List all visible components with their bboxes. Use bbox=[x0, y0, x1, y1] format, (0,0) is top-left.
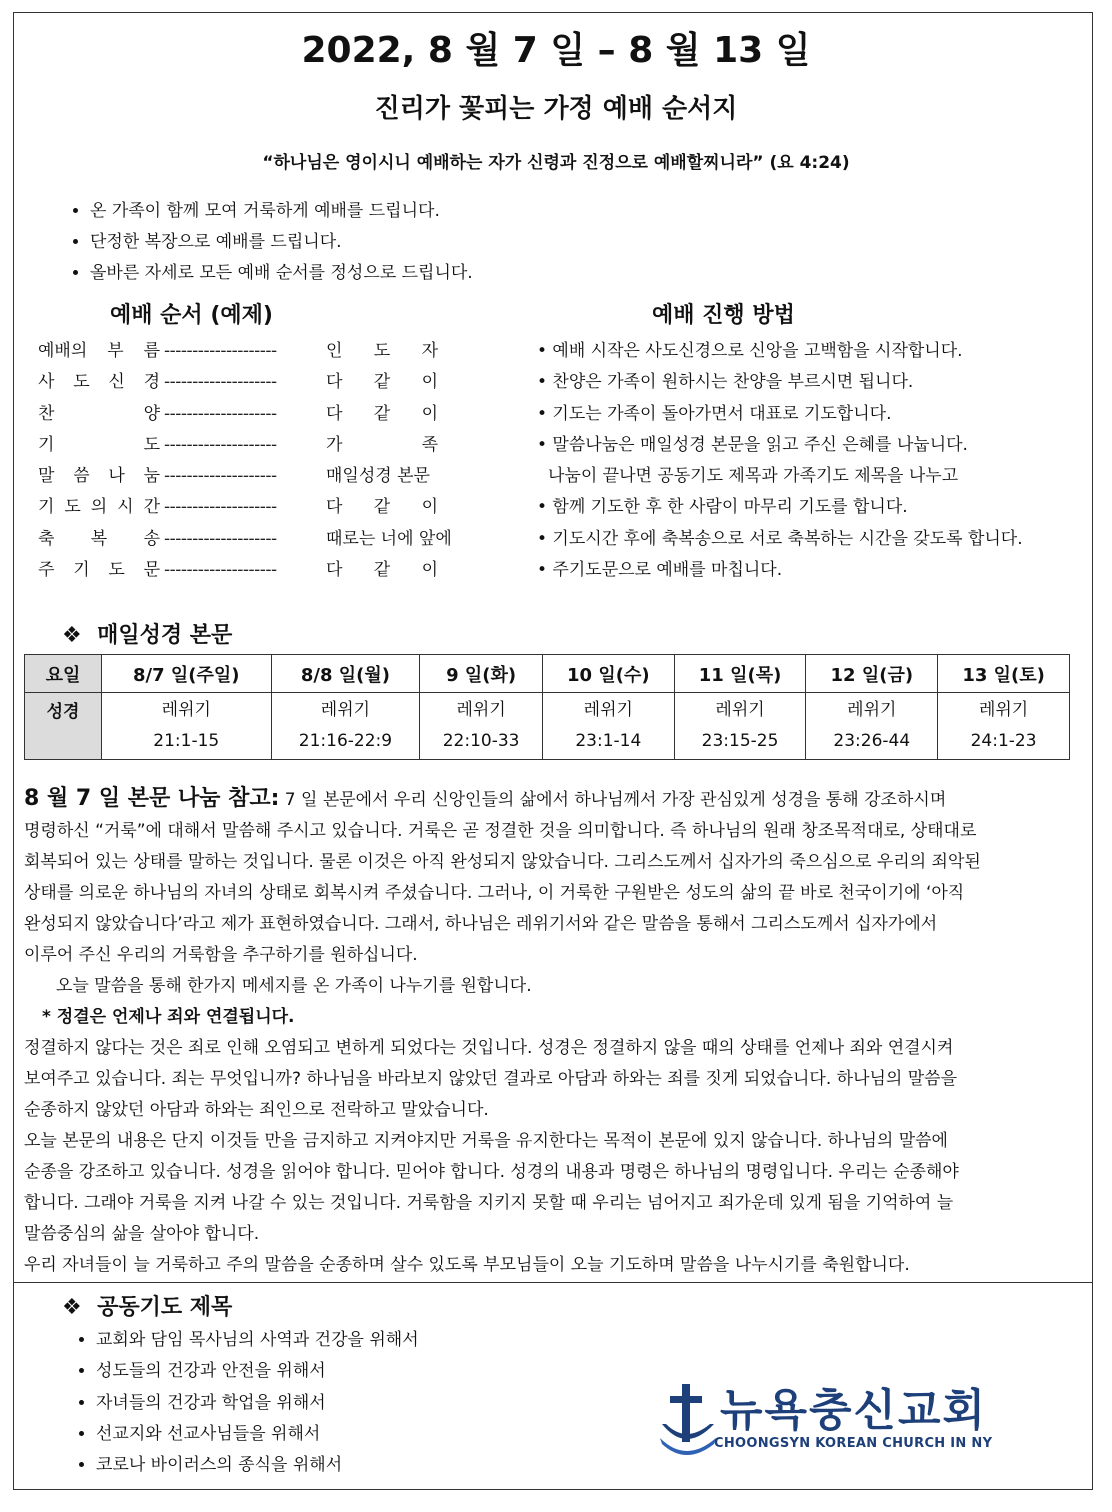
order-row bbox=[38, 461, 438, 492]
order-name-part: 사 bbox=[38, 372, 55, 393]
book-name: 레위기 bbox=[456, 700, 506, 720]
order-leader-part: 같 bbox=[373, 560, 391, 581]
note-first-line bbox=[24, 783, 1084, 816]
order-leader-part: 인 bbox=[326, 341, 343, 361]
order-name-part: 송 bbox=[143, 528, 160, 549]
day-cell: 8/7 일(주일) bbox=[102, 655, 272, 693]
note-subheading: * 정결은 언제나 죄와 연결됩니다. bbox=[42, 1007, 295, 1027]
dash-leader: -------------------- bbox=[164, 403, 277, 424]
table-row bbox=[25, 655, 1070, 693]
order-name-part: 주 bbox=[38, 560, 55, 581]
order-row bbox=[38, 399, 438, 430]
order-name-part: 나 bbox=[108, 466, 125, 487]
day-cell: 9 일(화) bbox=[420, 655, 543, 693]
dash-leader: -------------------- bbox=[164, 372, 277, 393]
method-line: • 기도는 가족이 돌아가면서 대표로 기도합니다. bbox=[537, 403, 892, 424]
order-name-part: 시 bbox=[117, 497, 134, 518]
section-divider bbox=[13, 1282, 1093, 1283]
order-leader-part: 때로는 너에 앞에 bbox=[326, 528, 452, 549]
note-line: 이루어 주신 우리의 거룩함을 추구하기를 원하십니다. bbox=[24, 945, 418, 965]
reading-cell bbox=[806, 693, 938, 760]
method-heading: 예배 진행 방법 bbox=[652, 303, 795, 328]
order-name-part: 간 bbox=[143, 497, 160, 518]
note-line: 완성되지 않았습니다’라고 제가 표현하였습니다. 그래서, 하나님은 레위기서와 같은 말씀을 통해서 그리스도께서 십자가에서 bbox=[24, 914, 938, 934]
reading-cell bbox=[102, 693, 272, 760]
scripture-verse: “하나님은 영이시니 예배하는 자가 신령과 진정으로 예배할찌니라” (요 4:24) bbox=[262, 153, 850, 173]
note-lead: 8 월 7 일 본문 나눔 참고: bbox=[24, 786, 280, 811]
method-line: • 기도시간 후에 축복송으로 서로 축복하는 시간을 갖도록 합니다. bbox=[537, 528, 1023, 549]
prayer-heading-text: 공동기도 제목 bbox=[97, 1295, 233, 1320]
order-item-name bbox=[38, 399, 160, 430]
order-item-name bbox=[38, 555, 160, 586]
method-line: • 말씀나눔은 매일성경 본문을 읽고 주신 은혜를 나눕니다. bbox=[537, 434, 968, 455]
method-line: • 주기도문으로 예배를 마칩니다. bbox=[537, 560, 783, 581]
order-name-part: 경 bbox=[143, 372, 160, 393]
note-line: 우리 자녀들이 늘 거룩하고 주의 말씀을 순종하며 살수 있도록 부모님들이 오늘 기도하며 말씀을 나누시기를 축원합니다. bbox=[24, 1255, 910, 1275]
note-line: 합니다. 그래야 거룩을 지켜 나갈 수 있는 것입니다. 거룩함을 지키지 못할 때 우리는 넘어지고 죄가운데 있게 됨을 기억하여 늘 bbox=[24, 1193, 954, 1213]
method-line: • 찬양은 가족이 원하시는 찬양을 부르시면 됩니다. bbox=[537, 372, 914, 393]
reading-cell bbox=[938, 693, 1070, 760]
diamond-bullet-icon: ❖ bbox=[62, 1295, 82, 1320]
list-item: • 올바른 자세로 모든 예배 순서를 정성으로 드립니다. bbox=[90, 258, 473, 289]
order-name-part: 문 bbox=[143, 560, 160, 581]
method-line: • 함께 기도한 후 한 사람이 마무리 기도를 합니다. bbox=[537, 497, 908, 518]
list-item: • 교회와 담임 목사님의 사역과 건강을 위해서 bbox=[96, 1325, 419, 1356]
note-line: 오늘 본문의 내용은 단지 이것들 만을 금지하고 지켜야지만 거룩을 유지한다는 목적이 본문에 있지 않습니다. 하나님의 말씀에 bbox=[24, 1131, 948, 1151]
list-item: • 자녀들의 건강과 학업을 위해서 bbox=[96, 1388, 419, 1419]
order-name-part: 찬 bbox=[38, 403, 55, 424]
reading-cell bbox=[674, 693, 806, 760]
order-name-part: 말 bbox=[38, 466, 55, 487]
page-title: 2022, 8 월 7 일 – 8 월 13 일 bbox=[301, 30, 811, 71]
note-line: 보여주고 있습니다. 죄는 무엇입니까? 하나님을 바라보지 않았던 결과로 아담과 하와는 죄를 짓게 되었습니다. 하나님의 말씀을 bbox=[24, 1069, 958, 1089]
order-name-part: 름 bbox=[143, 341, 160, 361]
note-line: 회복되어 있는 상태를 말하는 것입니다. 물론 이것은 아직 완성되지 않았습니다. 그리스도께서 십자가의 죽으심으로 우리의 죄악된 bbox=[24, 852, 981, 872]
method-line: 나눔이 끝나면 공동기도 제목과 가족기도 제목을 나누고 bbox=[548, 466, 959, 487]
method-line: • 예배 시작은 사도신경으로 신앙을 고백함을 시작합니다. bbox=[537, 341, 963, 361]
book-name: 레위기 bbox=[847, 700, 897, 720]
verse-range: 24:1-23 bbox=[970, 731, 1037, 751]
note-line: 7 일 본문에서 우리 신앙인들의 삶에서 하나님께서 가장 관심있게 성경을 통해 강조하시며 bbox=[279, 790, 947, 810]
verse-range: 21:16-22:9 bbox=[298, 731, 393, 751]
order-item-name bbox=[38, 336, 160, 367]
note-line: 오늘 말씀을 통해 한가지 메세지를 온 가족이 나누기를 원합니다. bbox=[56, 976, 532, 996]
order-leader-part: 다 bbox=[326, 497, 343, 518]
verse-range: 23:26-44 bbox=[833, 731, 911, 751]
note-line: 순종하지 않았던 아담과 하와는 죄인으로 전락하고 말았습니다. bbox=[24, 1100, 489, 1120]
order-item-name bbox=[38, 367, 160, 398]
order-leader-part: 자 bbox=[421, 341, 438, 361]
list-item: • 선교지와 선교사님들을 위해서 bbox=[96, 1419, 419, 1450]
order-leader-part: 다 bbox=[326, 560, 343, 581]
order-item-leader bbox=[326, 430, 438, 461]
reading-cell bbox=[271, 693, 420, 760]
order-heading: 예배 순서 (예제) bbox=[110, 303, 273, 328]
order-item-leader bbox=[326, 492, 438, 523]
order-leader-part: 다 bbox=[326, 372, 343, 393]
dash-leader: -------------------- bbox=[164, 466, 277, 487]
order-row bbox=[38, 524, 452, 555]
list-item: • 코로나 바이러스의 종식을 위해서 bbox=[96, 1450, 419, 1481]
order-leader-part: 매일성경 본문 bbox=[326, 466, 430, 487]
verse-range: 22:10-33 bbox=[442, 731, 520, 751]
note-line: 상태를 의로운 하나님의 자녀의 상태로 회복시켜 주셨습니다. 그러나, 이 거룩한 구원받은 성도의 삶의 끝 바로 천국이기에 ‘아직 bbox=[24, 883, 965, 903]
verse-range: 21:1-15 bbox=[153, 731, 220, 751]
order-leader-part: 이 bbox=[421, 403, 438, 424]
reading-cell bbox=[420, 693, 543, 760]
order-row bbox=[38, 492, 438, 523]
order-leader-part: 다 bbox=[326, 403, 343, 424]
order-item-leader bbox=[326, 524, 452, 555]
prayer-list bbox=[34, 1325, 419, 1481]
order-leader-part: 족 bbox=[421, 434, 438, 455]
verse-range: 23:15-25 bbox=[701, 731, 779, 751]
table-row bbox=[25, 693, 1070, 760]
day-cell: 11 일(목) bbox=[674, 655, 806, 693]
order-name-part: 도 bbox=[143, 434, 160, 455]
day-cell: 8/8 일(월) bbox=[271, 655, 420, 693]
order-item-name bbox=[38, 461, 160, 492]
order-name-part: 축 bbox=[38, 528, 55, 549]
order-name-part: 도 bbox=[64, 497, 81, 518]
order-name-part: 도 bbox=[108, 560, 125, 581]
order-row bbox=[38, 336, 438, 367]
dash-leader: -------------------- bbox=[164, 528, 277, 549]
bible-heading-text: 매일성경 본문 bbox=[97, 623, 233, 648]
order-leader-part: 같 bbox=[373, 372, 391, 393]
list-item: • 성도들의 건강과 안전을 위해서 bbox=[96, 1356, 419, 1387]
book-name: 레위기 bbox=[715, 700, 765, 720]
day-cell: 12 일(금) bbox=[806, 655, 938, 693]
dash-leader: -------------------- bbox=[164, 434, 277, 455]
order-name-part: 기 bbox=[73, 560, 90, 581]
book-name: 레위기 bbox=[161, 700, 211, 720]
worship-rules-list bbox=[30, 196, 473, 289]
church-name-korean: 뉴욕충신교회 bbox=[720, 1385, 988, 1436]
order-name-part: 기 bbox=[38, 497, 55, 518]
book-name: 레위기 bbox=[978, 700, 1029, 720]
sermon-note bbox=[24, 783, 1084, 1281]
dash-leader: -------------------- bbox=[164, 497, 277, 518]
page-subtitle: 진리가 꽃피는 가정 예배 순서지 bbox=[374, 94, 738, 124]
order-name-part: 복 bbox=[90, 528, 108, 549]
note-line: 정결하지 않다는 것은 죄로 인해 오염되고 변하게 되었다는 것입니다. 성경은 정결하지 않을 때의 상태를 언제나 죄와 연결시켜 bbox=[24, 1038, 954, 1058]
order-leader-part: 이 bbox=[421, 560, 438, 581]
order-name-part: 눔 bbox=[143, 466, 160, 487]
note-line: 순종을 강조하고 있습니다. 성경을 읽어야 합니다. 믿어야 합니다. 성경의 내용과 명령은 하나님의 명령입니다. 우리는 순종해야 bbox=[24, 1162, 959, 1182]
worship-order-list bbox=[38, 336, 452, 586]
bible-heading bbox=[62, 618, 232, 649]
order-name-part: 부 bbox=[107, 341, 124, 361]
order-item-leader bbox=[326, 399, 438, 430]
order-leader-part: 도 bbox=[373, 341, 391, 361]
verse-range: 23:1-14 bbox=[575, 731, 642, 751]
prayer-heading bbox=[62, 1290, 232, 1321]
dash-leader: -------------------- bbox=[164, 560, 277, 581]
order-item-name bbox=[38, 524, 160, 555]
order-leader-part: 가 bbox=[326, 434, 343, 455]
order-name-part: 양 bbox=[143, 403, 160, 424]
bible-reading-table bbox=[24, 654, 1070, 760]
order-item-name bbox=[38, 430, 160, 461]
book-name: 레위기 bbox=[583, 700, 633, 720]
order-name-part: 기 bbox=[38, 434, 55, 455]
list-item: • 단정한 복장으로 예배를 드립니다. bbox=[90, 227, 473, 258]
order-item-leader bbox=[326, 336, 438, 367]
order-leader-part: 같 bbox=[373, 497, 391, 518]
diamond-bullet-icon: ❖ bbox=[62, 623, 82, 648]
row-header-text: 성경 bbox=[25, 693, 102, 760]
book-name: 레위기 bbox=[320, 700, 371, 720]
order-leader-part: 이 bbox=[421, 497, 438, 518]
row-header-day: 요일 bbox=[25, 655, 102, 693]
order-item-name bbox=[38, 492, 160, 523]
church-name-english: CHOONGSYN KOREAN CHURCH IN NY bbox=[714, 1436, 993, 1451]
cross-ship-icon bbox=[658, 1380, 718, 1460]
note-line: 말씀중심의 삶을 살아야 합니다. bbox=[24, 1224, 260, 1244]
dash-leader: -------------------- bbox=[164, 341, 277, 361]
order-name-part: 도 bbox=[73, 372, 90, 393]
order-row bbox=[38, 555, 438, 586]
order-item-leader bbox=[326, 367, 438, 398]
order-item-leader bbox=[326, 555, 438, 586]
reading-cell bbox=[542, 693, 674, 760]
worship-method-list bbox=[537, 336, 1087, 586]
order-leader-part: 이 bbox=[421, 372, 438, 393]
order-leader-part: 같 bbox=[373, 403, 391, 424]
note-line: 명령하신 “거룩”에 대해서 말씀해 주시고 있습니다. 거룩은 곧 정결한 것을 의미합니다. 즉 하나님의 원래 창조목적대로, 상태대로 bbox=[24, 821, 977, 841]
day-cell: 10 일(수) bbox=[542, 655, 674, 693]
order-name-part: 씀 bbox=[73, 466, 90, 487]
order-name-part: 의 bbox=[90, 497, 108, 518]
order-row bbox=[38, 367, 438, 398]
order-name-part: 신 bbox=[108, 372, 125, 393]
list-item: • 온 가족이 함께 모여 거룩하게 예배를 드립니다. bbox=[90, 196, 473, 227]
order-row bbox=[38, 430, 438, 461]
day-cell: 13 일(토) bbox=[938, 655, 1070, 693]
church-logo bbox=[658, 1380, 993, 1460]
order-item-leader bbox=[326, 461, 438, 492]
order-name-part: 예배의 bbox=[38, 341, 88, 361]
